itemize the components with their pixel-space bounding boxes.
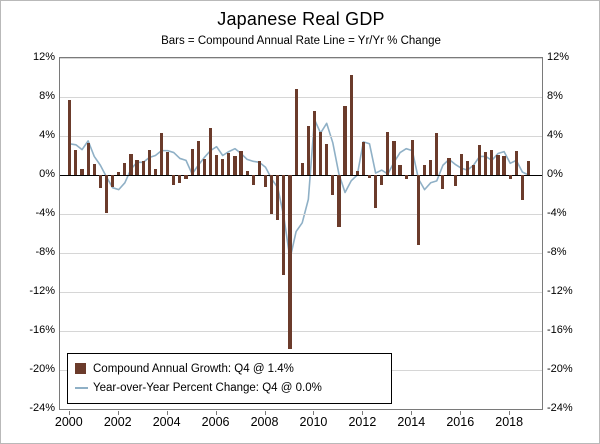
- bar: [166, 152, 169, 175]
- bar: [313, 111, 316, 175]
- y-axis-tick-label: -24%: [29, 402, 55, 414]
- zero-axis-line: [60, 175, 542, 176]
- legend-item-bars: [75, 359, 384, 378]
- bar: [472, 165, 475, 175]
- bar: [331, 175, 334, 195]
- bar: [191, 149, 194, 175]
- gridline: [60, 97, 542, 98]
- bar: [301, 163, 304, 175]
- legend-label-line: Year-over-Year Percent Change: Q4 @ 0.0%: [93, 381, 322, 394]
- bar: [447, 158, 450, 175]
- line-series-path: [70, 119, 529, 258]
- y-axis-tick-label: 12%: [547, 51, 570, 63]
- x-axis-tick-label: 2004: [152, 415, 181, 429]
- x-axis-tick-label: 2002: [103, 415, 132, 429]
- bar: [239, 151, 242, 175]
- bar: [454, 175, 457, 186]
- chart-subtitle: Bars = Compound Annual Rate Line = Yr/Yr % Change: [161, 35, 441, 47]
- y-axis-tick-label: -20%: [29, 363, 55, 375]
- bar: [380, 175, 383, 185]
- y-axis-tick-label: -12%: [547, 285, 573, 297]
- bar: [142, 161, 145, 175]
- line-swatch-icon: [75, 382, 88, 393]
- bar: [68, 100, 71, 175]
- bar: [264, 175, 267, 187]
- y-axis-tick-label: -8%: [547, 246, 567, 258]
- bar: [123, 163, 126, 175]
- bar: [233, 156, 236, 176]
- bar: [527, 161, 530, 175]
- bar: [478, 145, 481, 175]
- bar: [362, 142, 365, 175]
- y-axis-tick-label: 4%: [39, 129, 55, 141]
- bar: [319, 132, 322, 175]
- bar: [307, 126, 310, 175]
- legend-item-line: [75, 378, 384, 397]
- y-axis-tick-label: -12%: [29, 285, 55, 297]
- bar: [282, 175, 285, 275]
- x-axis-tick-label: 2008: [250, 415, 279, 429]
- y-axis-right: [547, 51, 600, 414]
- bar: [368, 175, 371, 178]
- x-axis-tick-label: 2012: [348, 415, 377, 429]
- x-axis-tick-label: 2010: [299, 415, 328, 429]
- gridline: [60, 292, 542, 293]
- bar: [411, 140, 414, 175]
- y-axis-tick-label: -16%: [29, 324, 55, 336]
- bar: [227, 153, 230, 175]
- bar: [496, 155, 499, 175]
- bar: [203, 159, 206, 175]
- bar: [343, 106, 346, 175]
- bar: [466, 161, 469, 175]
- bar: [441, 175, 444, 189]
- legend-label-bars: Compound Annual Growth: Q4 @ 1.4%: [93, 362, 294, 375]
- bar: [111, 175, 114, 187]
- gridline: [60, 331, 542, 332]
- gridline: [60, 409, 542, 410]
- gridline: [60, 214, 542, 215]
- bar: [288, 175, 291, 349]
- bar: [80, 169, 83, 175]
- bar: [258, 161, 261, 175]
- y-axis-tick-label: -8%: [35, 246, 55, 258]
- bar: [74, 150, 77, 175]
- y-axis-tick-label: -16%: [547, 324, 573, 336]
- bar: [178, 175, 181, 183]
- y-axis-tick-label: 0%: [547, 168, 563, 180]
- bar: [398, 165, 401, 175]
- gridline: [60, 253, 542, 254]
- bar: [386, 132, 389, 175]
- y-axis-tick-label: -4%: [35, 207, 55, 219]
- bar: [117, 172, 120, 175]
- bar: [209, 128, 212, 175]
- bar: [521, 175, 524, 200]
- bar: [215, 155, 218, 175]
- bar: [423, 165, 426, 175]
- x-axis-tick-label: 2014: [397, 415, 426, 429]
- bar: [392, 141, 395, 175]
- bar: [460, 154, 463, 175]
- y-axis-tick-label: 8%: [39, 90, 55, 102]
- gridline: [60, 58, 542, 59]
- bar: [337, 175, 340, 227]
- bar: [374, 175, 377, 208]
- bar: [184, 175, 187, 179]
- y-axis-tick-label: -4%: [547, 207, 567, 219]
- bar: [135, 160, 138, 175]
- x-axis-tick-label: 2016: [446, 415, 475, 429]
- bar: [405, 175, 408, 179]
- chart-title: Japanese Real GDP: [217, 9, 385, 29]
- bar: [99, 175, 102, 188]
- bar: [356, 171, 359, 175]
- y-axis-tick-label: 8%: [547, 90, 563, 102]
- gridline: [60, 136, 542, 137]
- bar: [435, 133, 438, 175]
- bar: [221, 159, 224, 175]
- bar: [154, 169, 157, 175]
- bar: [417, 175, 420, 245]
- x-axis-tick-label: 2006: [201, 415, 230, 429]
- bar: [93, 164, 96, 175]
- x-axis: [54, 411, 543, 441]
- y-axis-left: [1, 51, 55, 414]
- bar: [197, 141, 200, 175]
- y-axis-tick-label: 4%: [547, 129, 563, 141]
- bar-swatch-icon: [75, 363, 86, 374]
- bar: [295, 89, 298, 175]
- bar: [325, 144, 328, 175]
- bar: [490, 150, 493, 175]
- bar: [276, 175, 279, 220]
- y-axis-tick-label: 0%: [39, 168, 55, 180]
- bar: [484, 152, 487, 175]
- bar: [172, 175, 175, 185]
- y-axis-tick-label: -24%: [547, 402, 573, 414]
- bar: [87, 143, 90, 175]
- bar: [129, 154, 132, 175]
- x-axis-tick-label: 2000: [54, 415, 83, 429]
- bar: [160, 133, 163, 175]
- bar: [429, 160, 432, 175]
- bar: [509, 175, 512, 179]
- x-axis-tick-label: 2018: [495, 415, 524, 429]
- bar: [270, 175, 273, 214]
- bar: [350, 75, 353, 175]
- bar: [105, 175, 108, 213]
- y-axis-tick-label: 12%: [32, 51, 55, 63]
- chart-legend: [67, 353, 392, 404]
- bar: [148, 150, 151, 175]
- y-axis-tick-label: -20%: [547, 363, 573, 375]
- bar: [246, 171, 249, 175]
- bar: [515, 151, 518, 175]
- bar: [252, 175, 255, 185]
- bar: [502, 156, 505, 175]
